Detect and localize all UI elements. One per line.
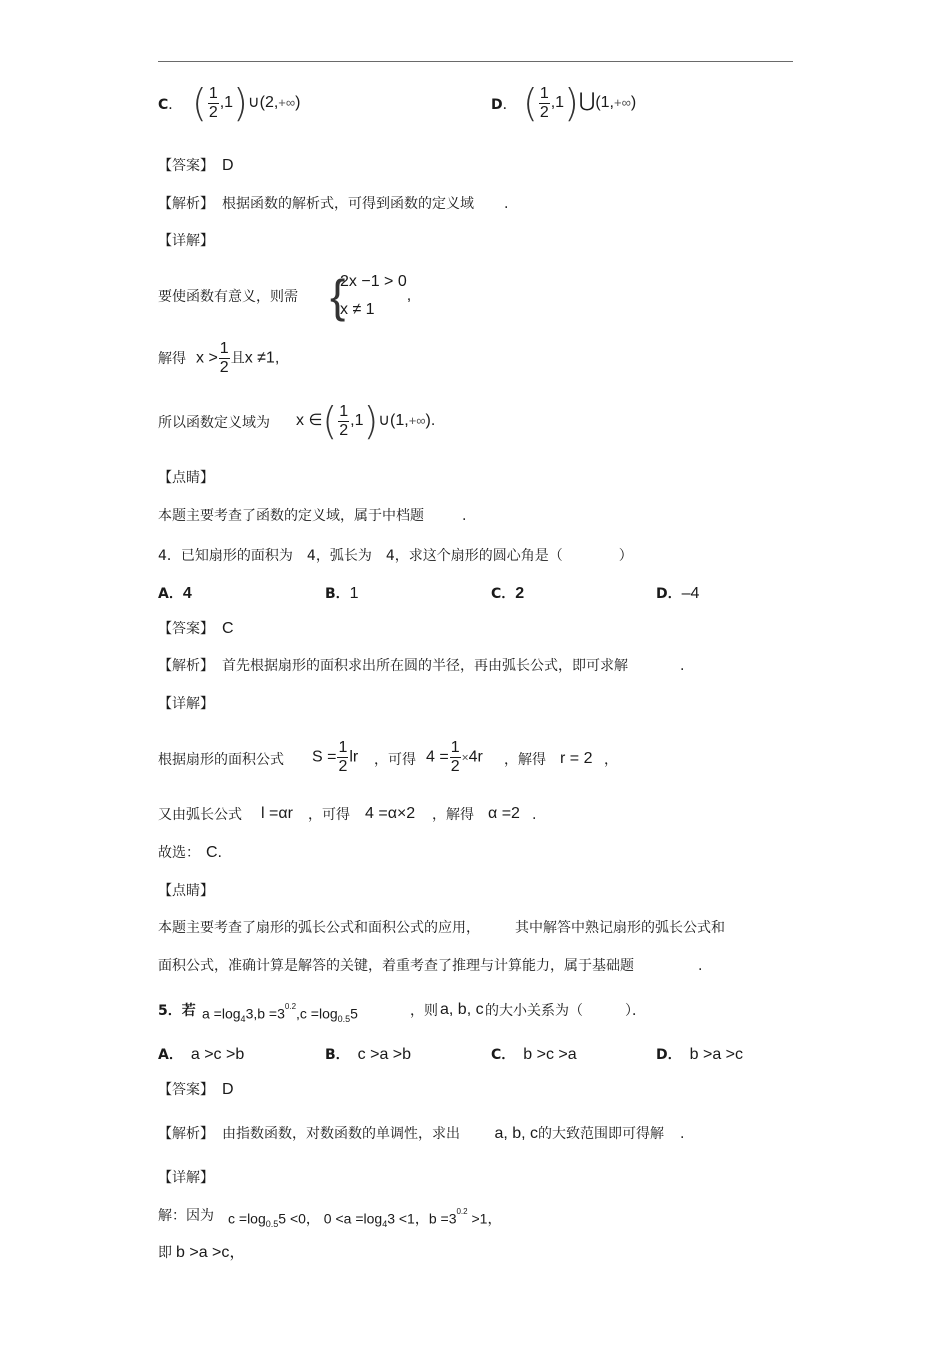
top-rule xyxy=(158,61,793,62)
q4-analysis: 【解析】 首先根据扇形的面积求出所在圆的半径，再由弧长公式，即可求解 . xyxy=(158,658,685,674)
q5-option-d: D． b >a >c xyxy=(656,1046,743,1063)
q3-comment: 本题主要考查了函数的定义域，属于中档题 . xyxy=(158,508,467,524)
q5-solution: 解：因为 $c =\log_{0.5}5 <0$， $0 <a =\log_43 <1$，$b =3^{0.2} >1$， xyxy=(158,1207,502,1229)
q3-domain: 所以函数定义域为 x ∈( $\frac{1}{2}$ ,1)∪(1,+∞). xyxy=(158,399,436,443)
q5-option-b: B． c >a >b xyxy=(325,1046,412,1063)
q4-option-a: A．4 xyxy=(158,585,192,602)
q3-answer: 【答案】 D xyxy=(158,157,234,174)
q3-option-d: D． ( $\frac{1}{2}$ ,1)⋃(1,+∞) xyxy=(491,81,637,125)
q3-option-c-expr: ( $\frac{1}{2}$ ,1)∪(2,+∞) xyxy=(192,81,301,125)
q4-detail-line2: 又由弧长公式 l =αr ，可得 4 =α×2 ，解得 α =2 . xyxy=(158,805,537,823)
q5-detail-tag: 【详解】 xyxy=(158,1170,214,1186)
q3-detail-tag: 【详解】 xyxy=(158,233,214,249)
q4-option-d: D．–4 xyxy=(656,585,700,602)
q5-solution-expr: $c =\log_{0.5}5 <0$， $0 <a =\log_43 <1$，$b =3^{0.2} >1$， xyxy=(228,1207,502,1229)
q3-domain-expr: x ∈( $\frac{1}{2}$ ,1)∪(1,+∞). xyxy=(296,399,436,443)
q4-comment-line1: 本题主要考查了扇形的弧长公式和面积公式的应用， 其中解答中熟记扇形的弧长公式和 xyxy=(158,920,725,936)
q5-conclusion: 即 b >a >c， xyxy=(158,1244,246,1261)
q4-detail-line1: 根据扇形的面积公式 S = $\frac{1}{2}$ lr ，可得 4 = $\frac{1}{2}$ ×4r ，解得 r = 2 ， xyxy=(158,739,618,775)
q3-detail-line1: 要使函数有意义，则需 { 2x −1 > 0 x ≠ 1 , xyxy=(158,270,412,322)
q4-option-b: B．1 xyxy=(325,585,359,602)
q3-comment-tag: 【点睛】 xyxy=(158,470,214,486)
q5-option-a: A． a >c >b xyxy=(158,1046,245,1063)
q4-comment-tag: 【点睛】 xyxy=(158,883,214,899)
q4-detail-tag: 【详解】 xyxy=(158,696,214,712)
q4-comment-line2: 面积公式，准确计算是解答的关键，着重考查了推理与计算能力，属于基础题 . xyxy=(158,958,703,974)
q4-stem: 4．已知扇形的面积为 4，弧长为 4，求这个扇形的圆心角是（ ） xyxy=(158,548,633,564)
q5-stem-expr: $a =\log_43,b =3^{0.2},c =\log_{0.5}5$ xyxy=(202,1002,358,1024)
q5-option-c: C． b >c >a xyxy=(491,1046,577,1063)
q5-stem: 5．若 $a =\log_43,b =3^{0.2},c =\log_{0.5}5$ ，则 a, b, c 的大小关系为（ ）． xyxy=(158,1001,646,1024)
q3-option-d-expr: ( $\frac{1}{2}$ ,1)⋃(1,+∞) xyxy=(523,81,637,125)
q4-option-c: C．2 xyxy=(491,585,525,602)
q3-solve: 解得 x > $\frac{1}{2}$ 且x ≠1, xyxy=(158,340,280,376)
q5-answer: 【答案】 D xyxy=(158,1081,234,1098)
q5-analysis: 【解析】 由指数函数，对数函数的单调性，求出 a, b, c的大致范围即可得解 . xyxy=(158,1125,685,1142)
q4-choose: 故选： C. xyxy=(158,844,222,861)
q3-inequality-system: { 2x −1 > 0 x ≠ 1 , xyxy=(330,270,412,322)
q3-option-c: C． ( $\frac{1}{2}$ ,1)∪(2,+∞) xyxy=(158,81,301,125)
q3-analysis: 【解析】 根据函数的解析式，可得到函数的定义域 . xyxy=(158,196,509,212)
q4-answer: 【答案】 C xyxy=(158,620,234,637)
